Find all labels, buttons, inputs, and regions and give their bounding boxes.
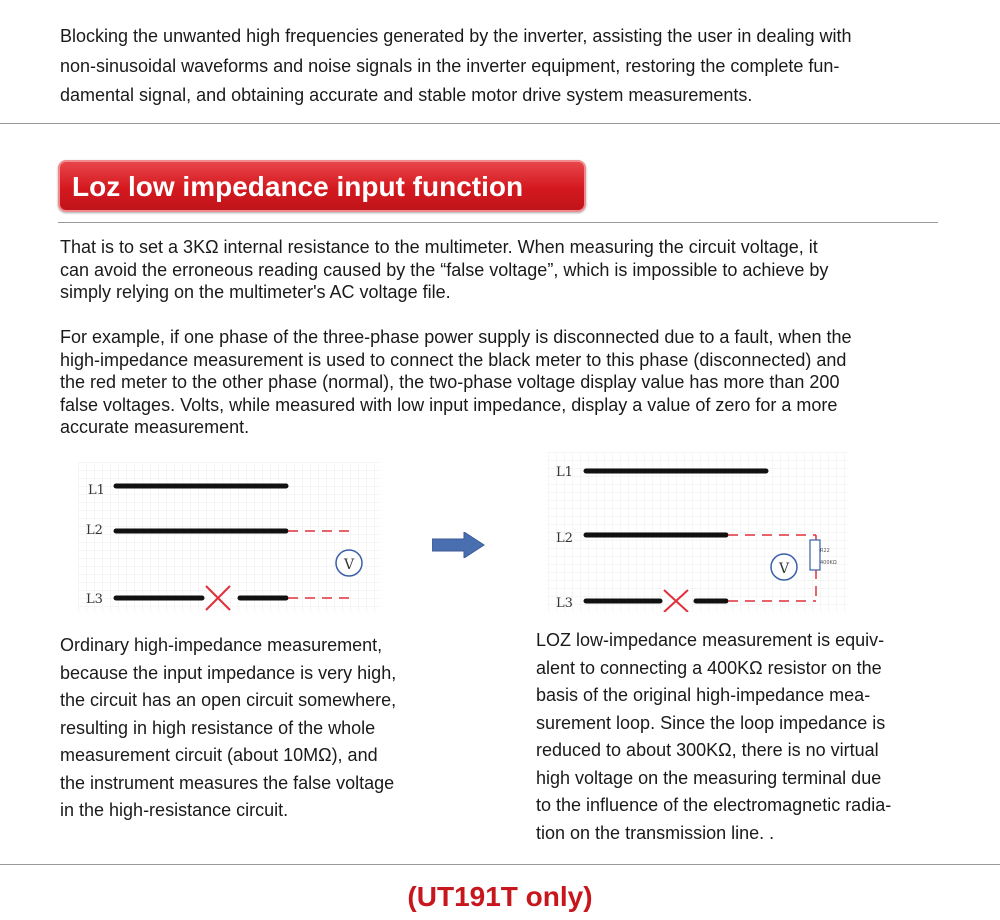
resistor-icon <box>810 540 820 570</box>
caption-high-impedance <box>60 632 480 825</box>
caption-right-line-2: alent to connecting a 400KΩ resistor on the <box>536 657 882 678</box>
para2-line-3: the red meter to the other phase (normal), the two-phase voltage display value has more than 200 <box>60 372 840 392</box>
para1-line-1: That is to set a 3KΩ internal resistance to the multimeter. When measuring the circuit voltage, it <box>60 237 818 257</box>
intro-line-1: Blocking the unwanted high frequencies generated by the inverter, assisting the user in dealing with <box>60 26 852 46</box>
description-paragraph-1 <box>60 236 950 304</box>
model-note: (UT191T only) <box>407 881 593 912</box>
label-l1: L1 <box>88 483 105 498</box>
grid-background <box>548 452 848 612</box>
arrow-right-icon <box>432 532 486 558</box>
resistor-label-value: 400KΩ <box>820 560 837 566</box>
banner-underline <box>58 222 938 223</box>
section-banner <box>58 160 586 212</box>
voltmeter-label: V <box>344 557 355 573</box>
caption-left-line-6: the instrument measures the false voltage <box>60 772 395 793</box>
label-l1: L1 <box>556 465 573 480</box>
caption-left-line-3: the circuit has an open circuit somewhere, <box>60 690 397 710</box>
section-title: Loz low impedance input function <box>72 171 524 202</box>
resistor-label-name: R22 <box>820 548 830 554</box>
label-l2: L2 <box>556 531 573 546</box>
description-paragraph-2 <box>60 326 950 439</box>
para1-line-2: can avoid the erroneous reading caused by the “false voltage”, which is impossible to achieve by <box>60 259 829 280</box>
caption-right-line-5: reduced to about 300KΩ, there is no virtual <box>536 740 879 760</box>
caption-left-line-7: in the high-resistance circuit. <box>60 800 289 820</box>
intro-paragraph <box>60 22 960 111</box>
caption-left-line-4: resulting in high resistance of the whole <box>60 717 376 738</box>
label-l3: L3 <box>556 596 573 611</box>
para2-line-2: high-impedance measurement is used to connect the black meter to this phase (disconnected) and <box>60 349 847 370</box>
caption-right-line-7: to the influence of the electromagnetic radia- <box>536 795 892 815</box>
para2-line-5: accurate measurement. <box>60 417 250 437</box>
intro-line-3: damental signal, and obtaining accurate and stable motor drive system measurements. <box>60 85 753 105</box>
para1-line-3: simply relying on the multimeter's AC voltage file. <box>60 282 451 302</box>
caption-right-line-4: surement loop. Since the loop impedance is <box>536 712 886 733</box>
top-divider <box>0 123 1000 124</box>
para2-line-1: For example, if one phase of the three-phase power supply is disconnected due to a fault, when the <box>60 327 852 347</box>
high-impedance-circuit-diagram <box>78 462 380 612</box>
caption-right-line-1: LOZ low-impedance measurement is equiv- <box>536 630 885 650</box>
caption-low-impedance <box>536 627 956 847</box>
label-l2: L2 <box>86 523 103 538</box>
caption-right-line-6: high voltage on the measuring terminal due <box>536 767 882 788</box>
caption-left-line-1: Ordinary high-impedance measurement, <box>60 635 383 655</box>
voltmeter-label: V <box>779 561 790 577</box>
caption-right-line-3: basis of the original high-impedance mea- <box>536 685 871 705</box>
low-impedance-circuit-diagram <box>548 452 848 612</box>
caption-right-line-8: tion on the transmission line. . <box>536 822 775 843</box>
caption-left-line-2: because the input impedance is very high, <box>60 662 397 683</box>
bottom-divider <box>0 864 1000 865</box>
intro-line-2: non-sinusoidal waveforms and noise signals in the inverter equipment, restoring the complete fun- <box>60 55 840 76</box>
caption-left-line-5: measurement circuit (about 10MΩ), and <box>60 745 378 765</box>
para2-line-4: false voltages. Volts, while measured with low input impedance, display a value of zero for a more <box>60 394 838 415</box>
label-l3: L3 <box>86 592 103 607</box>
